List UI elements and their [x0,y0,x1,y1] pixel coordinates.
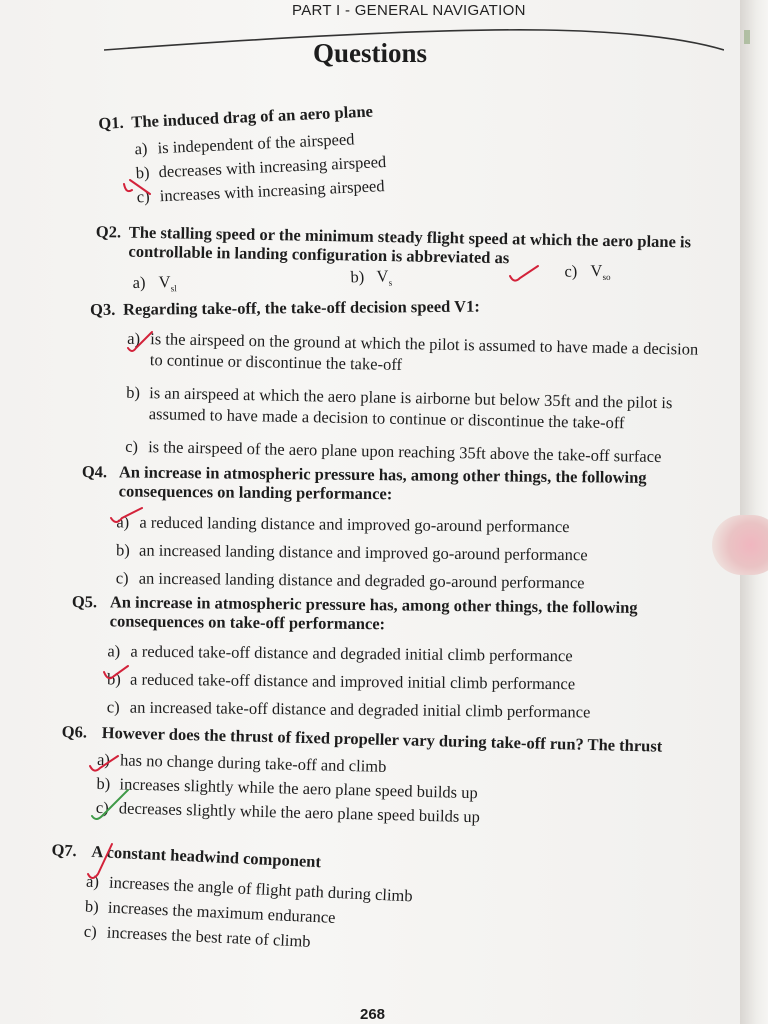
option-b: b) an increased landing distance and improved go-around performance [115,540,588,565]
thumb-shadow [712,515,768,575]
option-b: b) is an airspeed at which the aero plane is airborne but below 35ft and the pilot is assumed to have made a decision to continue or discontinue the take-off [126,382,673,433]
option-c: c) $V_{so}$ [564,260,611,283]
option-c: c) is the airspeed of the aero plane upon reaching 35ft above the take-off surface [125,436,662,466]
question-6 [60,722,728,835]
option-b: b) increases slightly while the aero plane speed builds up [96,773,478,803]
question-text: Q5. An increase in atmospheric pressure has, among other things, the following consequences on take-off performance: [71,592,638,634]
option-c: c) increases the best rate of climb [83,921,311,951]
option-a: a) a reduced landing distance and improved go-around performance [116,512,570,537]
option-a: a) has no change during take-off and climb [96,749,387,776]
question-text: Q7. A constant headwind component [51,840,322,872]
question-1 [98,99,422,210]
option-a: a) a reduced take-off distance and degraded initial climb performance [107,641,573,666]
page-edge [740,0,768,1024]
option-b: b) a reduced take-off distance and improved initial climb performance [106,669,576,694]
option-a: a) is independent of the airspeed [134,129,355,159]
option-c: c) decreases slightly while the aero plane speed builds up [95,797,481,827]
running-header: PART I - GENERAL NAVIGATION [292,2,526,19]
question-text: Q3. Regarding take-off, the take-off decision speed V1: [90,296,480,319]
option-a: a) increases the angle of flight path during climb [85,871,414,906]
option-b: b) increases the maximum endurance [84,896,336,927]
option-b: b) decreases with increasing airspeed [135,151,387,183]
option-c: c) increases with increasing airspeed [136,176,385,207]
page-title: Questions [312,38,428,68]
option-c: c) an increased landing distance and degraded go-around performance [115,568,585,593]
option-c: c) an increased take-off distance and degraded initial climb performance [106,697,591,722]
question-7 [47,840,471,961]
question-3 [87,296,700,468]
page-tab-marker [744,30,750,44]
option-a: a) $V_{sl}$ [132,272,177,294]
question-text: Q2. The stalling speed or the minimum steady flight speed at which the aero plane is controllable in landing configuration is abbreviated as [95,222,692,268]
question-text: Q4. An increase in atmospheric pressure has, among other things, the following consequences on landing performance: [81,462,647,504]
page-number: 268 [360,1006,386,1023]
option-b: b) $V_s$ [350,266,393,288]
option-a: a) is the airspeed on the ground at which the pilot is assumed to have made a decision to continue or discontinue the take-off [127,328,699,374]
question-text: Q6. However does the thrust of fixed propeller vary during take-off run? The thrust [61,722,663,756]
question-5 [71,592,702,728]
question-2 [96,206,728,301]
question-4 [81,462,702,598]
question-text: Q1. The induced drag of an aero plane [98,101,374,133]
